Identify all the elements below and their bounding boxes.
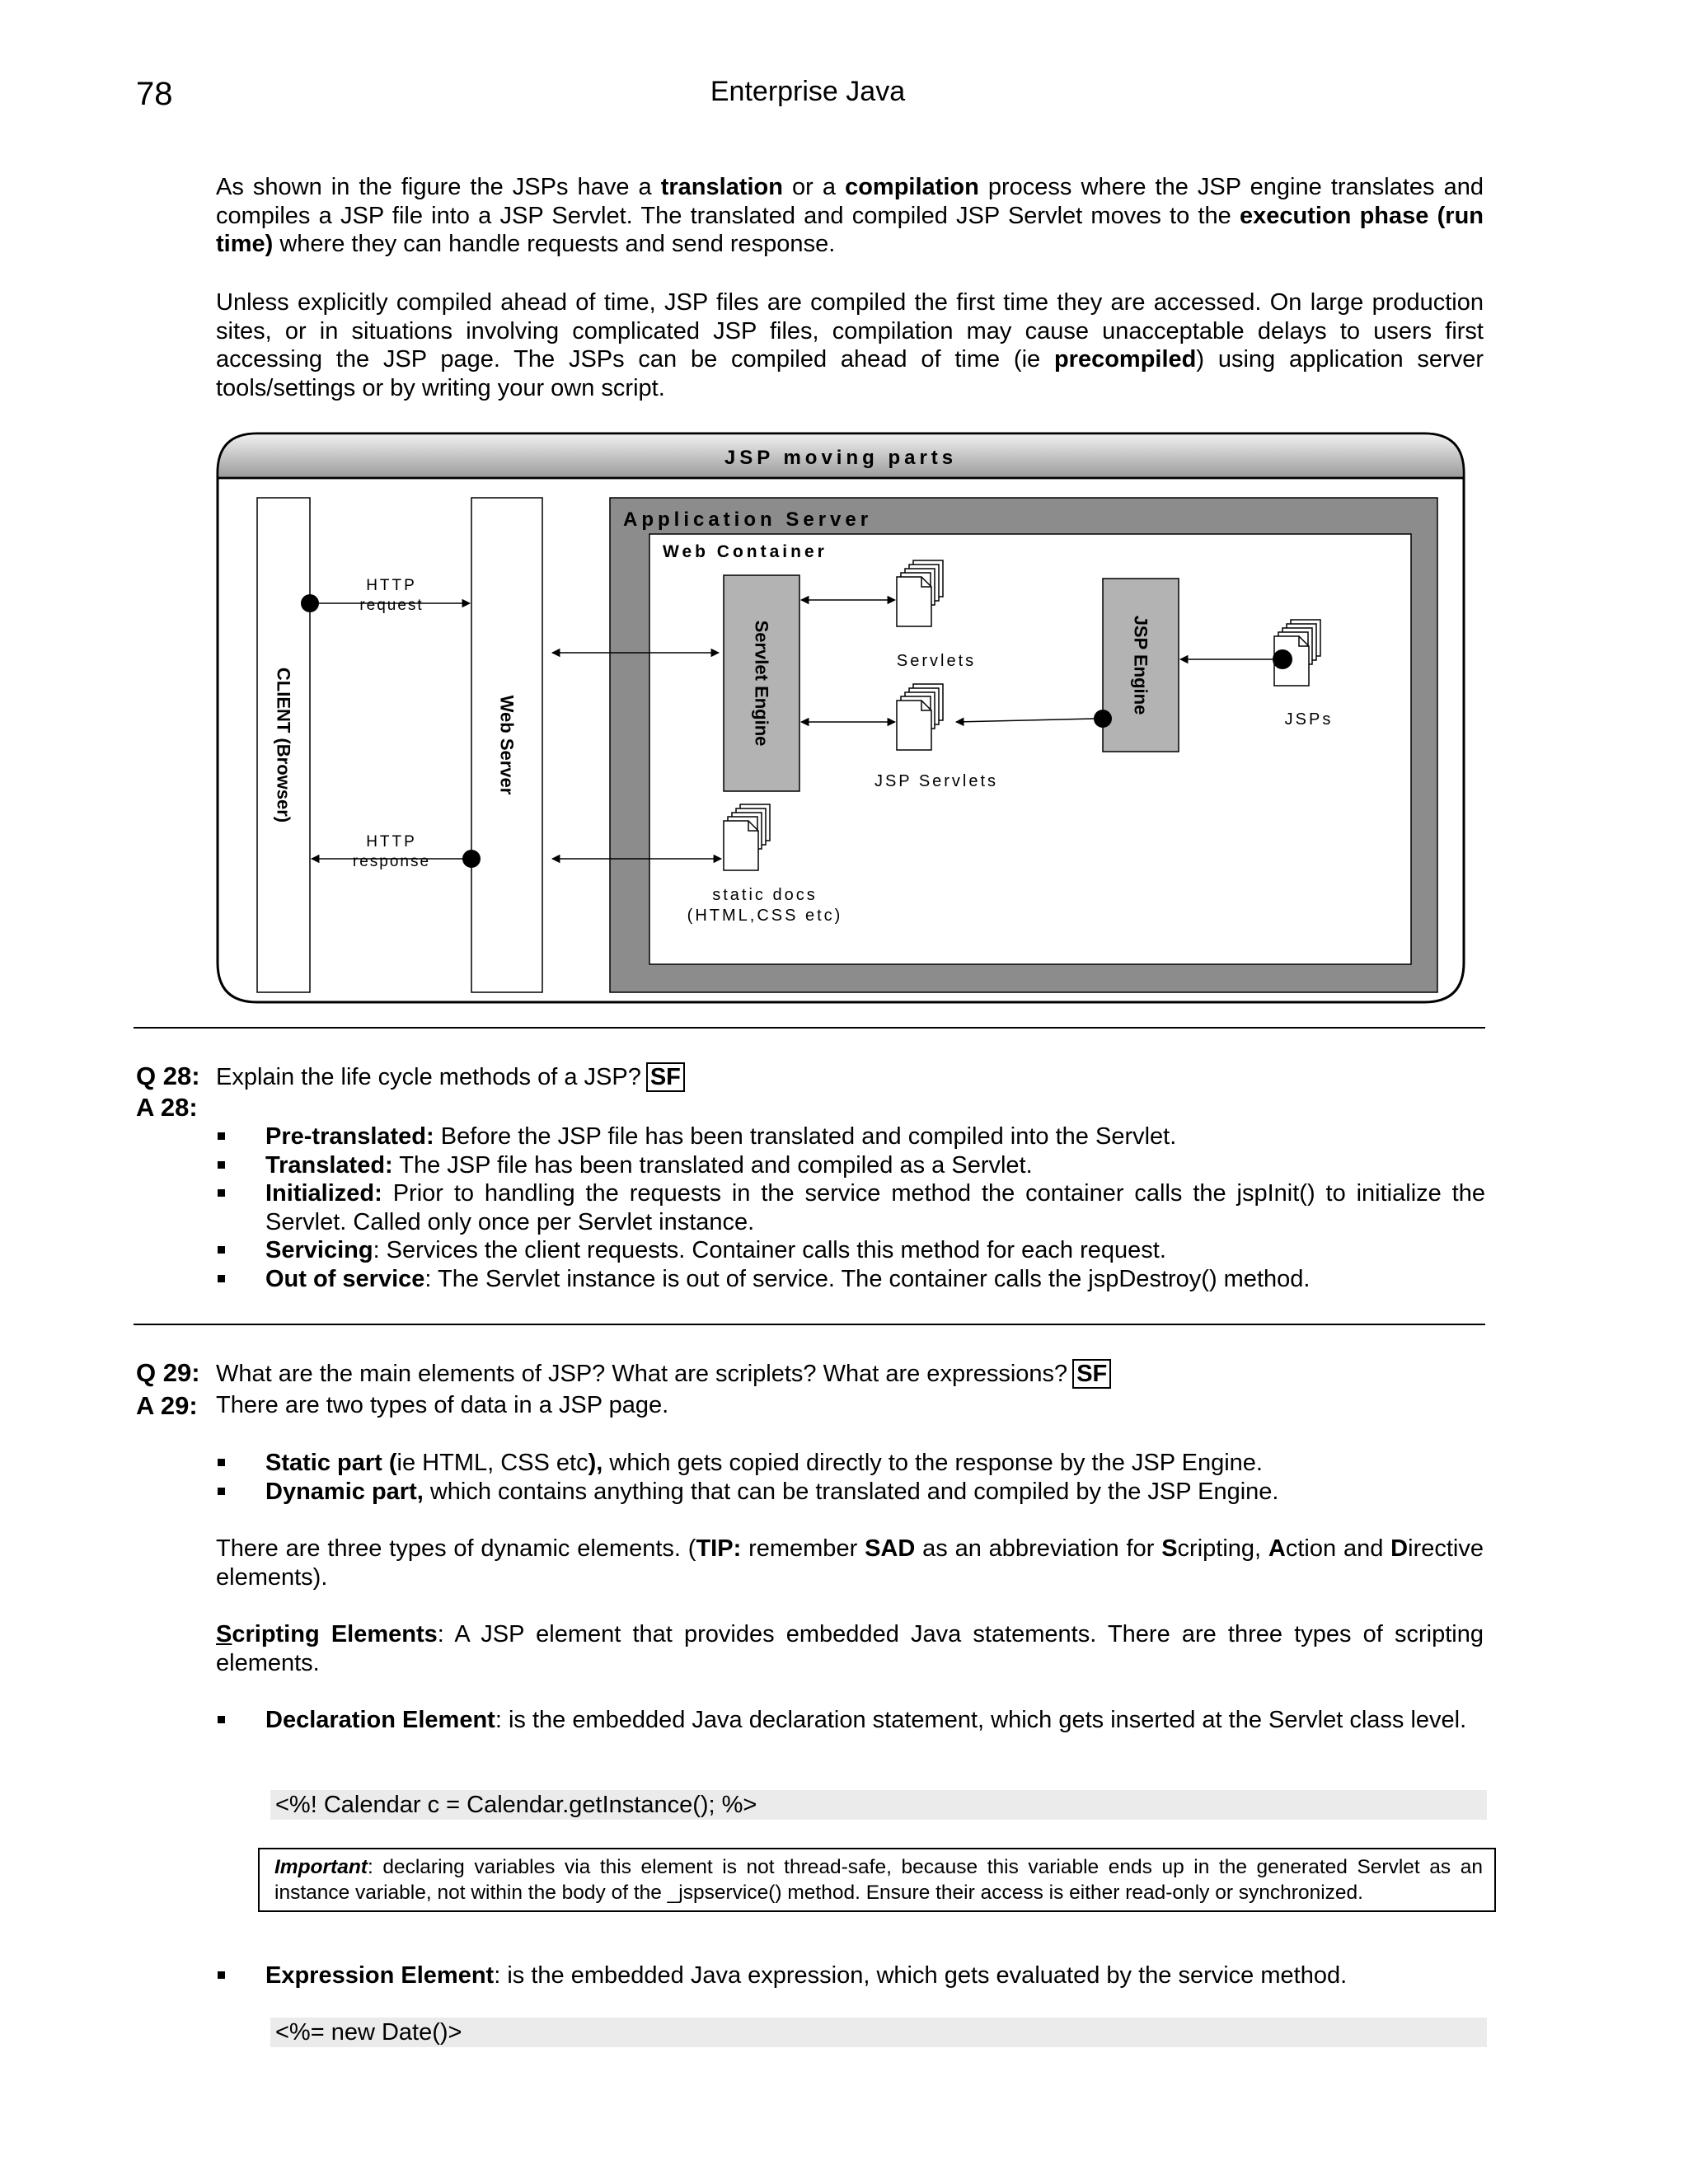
list-item: Static part (ie HTML, CSS etc), which gets copied directly to the response by the JSP Engine. (216, 1449, 1485, 1478)
list-item: Dynamic part, which contains anything that can be translated and compiled by the JSP Engine. (216, 1478, 1485, 1507)
list-item: Declaration Element: is the embedded Java declaration statement, which gets inserted at the Servlet class level. (216, 1706, 1485, 1735)
section-divider (134, 1324, 1485, 1325)
servlets-label: Servlets (896, 652, 977, 670)
static-docs-label-1: static docs (712, 886, 818, 904)
important-note-box: Important: declaring variables via this element is not thread-safe, because this variable ends up in the generated Servlet as an instance variable, not within the body of the _jspservice() method. Ensure their access is either read-only or synchronized. (258, 1848, 1496, 1912)
q28-question: Explain the life cycle methods of a JSP? SF (216, 1062, 685, 1092)
http-response-label-1: HTTP (366, 833, 417, 851)
q29-sf-badge: SF (1072, 1359, 1111, 1389)
application-server-label: Application Server (623, 509, 873, 531)
list-item: Servicing: Services the client requests. Container calls this method for each request. (216, 1236, 1485, 1265)
list-item: Expression Element: is the embedded Java expression, which gets evaluated by the service method. (216, 1961, 1485, 1990)
q29-answer: There are two types of data in a JSP page. (216, 1392, 669, 1418)
q28-sf-badge: SF (646, 1062, 685, 1092)
static-docs-label-2: (HTML,CSS etc) (687, 907, 843, 925)
http-request-label-1: HTTP (366, 577, 417, 594)
expression-list (216, 1961, 1485, 1990)
q29-label: Q 29: (136, 1358, 200, 1387)
jsp-engine-label: JSP Engine (1130, 615, 1151, 715)
client-label: CLIENT (Browser) (273, 667, 294, 823)
dynamic-elements-paragraph: There are three types of dynamic elements. (TIP: remember SAD as an abbreviation for Scripting, Action and Directive elements). (216, 1535, 1484, 1591)
intro-paragraph-1: As shown in the figure the JSPs have a translation or a compilation process where the JSP engine translates and compiles a JSP file into a JSP Servlet. The translated and compiled JSP Servlet moves to the execution phase (run time) where they can handle requests and send response. (216, 174, 1484, 257)
servlet-engine-label: Servlet Engine (751, 620, 772, 747)
q28-label: Q 28: (136, 1062, 200, 1090)
q28-lifecycle-list (216, 1122, 1485, 1293)
list-item: Pre-translated: Before the JSP file has been translated and compiled into the Servlet. (216, 1122, 1485, 1151)
diagram-title: JSP moving parts (724, 447, 958, 469)
q29-parts-list (216, 1449, 1485, 1506)
declaration-code-snippet: <%! Calendar c = Calendar.getInstance(); %> (270, 1790, 1487, 1820)
scripting-elements-paragraph: Scripting Elements: A JSP element that provides embedded Java statements. There are three types of scripting elements. (216, 1621, 1484, 1676)
running-header-title: Enterprise Java (710, 76, 906, 107)
expression-code-snippet: <%= new Date()> (270, 2018, 1487, 2047)
http-response-label-2: response (352, 853, 431, 870)
list-item: Out of service: The Servlet instance is out of service. The container calls the jspDestroy() method. (216, 1265, 1485, 1294)
web-server-label: Web Server (496, 695, 518, 795)
http-request-label-2: request (359, 597, 424, 614)
section-divider (134, 1027, 1485, 1029)
jsps-label: JSPs (1284, 710, 1334, 729)
declaration-list (216, 1706, 1485, 1735)
web-container-label: Web Container (663, 542, 828, 561)
list-item: Translated: The JSP file has been translated and compiled as a Servlet. (216, 1151, 1485, 1180)
jsp-moving-parts-diagram (214, 432, 1467, 1009)
a28-label: A 28: (136, 1093, 198, 1122)
q29-question: What are the main elements of JSP? What are scriplets? What are expressions? SF (216, 1359, 1111, 1389)
jsp-servlets-label: JSP Servlets (874, 772, 999, 790)
a29-label: A 29: (136, 1391, 198, 1420)
intro-paragraph-2: Unless explicitly compiled ahead of time, JSP files are compiled the first time they are accessed. On large production sites, or in situations involving complicated JSP files, compilation may cause unacceptable delays to users first accessing the JSP page. The JSPs can be compiled ahead of time (ie precompiled) using application server tools/settings or by writing your own script. (216, 289, 1484, 401)
page-number: 78 (136, 76, 173, 112)
list-item: Initialized: Prior to handling the requests in the service method the container calls the jspInit() to initialize the Servlet. Called only once per Servlet instance. (216, 1179, 1485, 1236)
